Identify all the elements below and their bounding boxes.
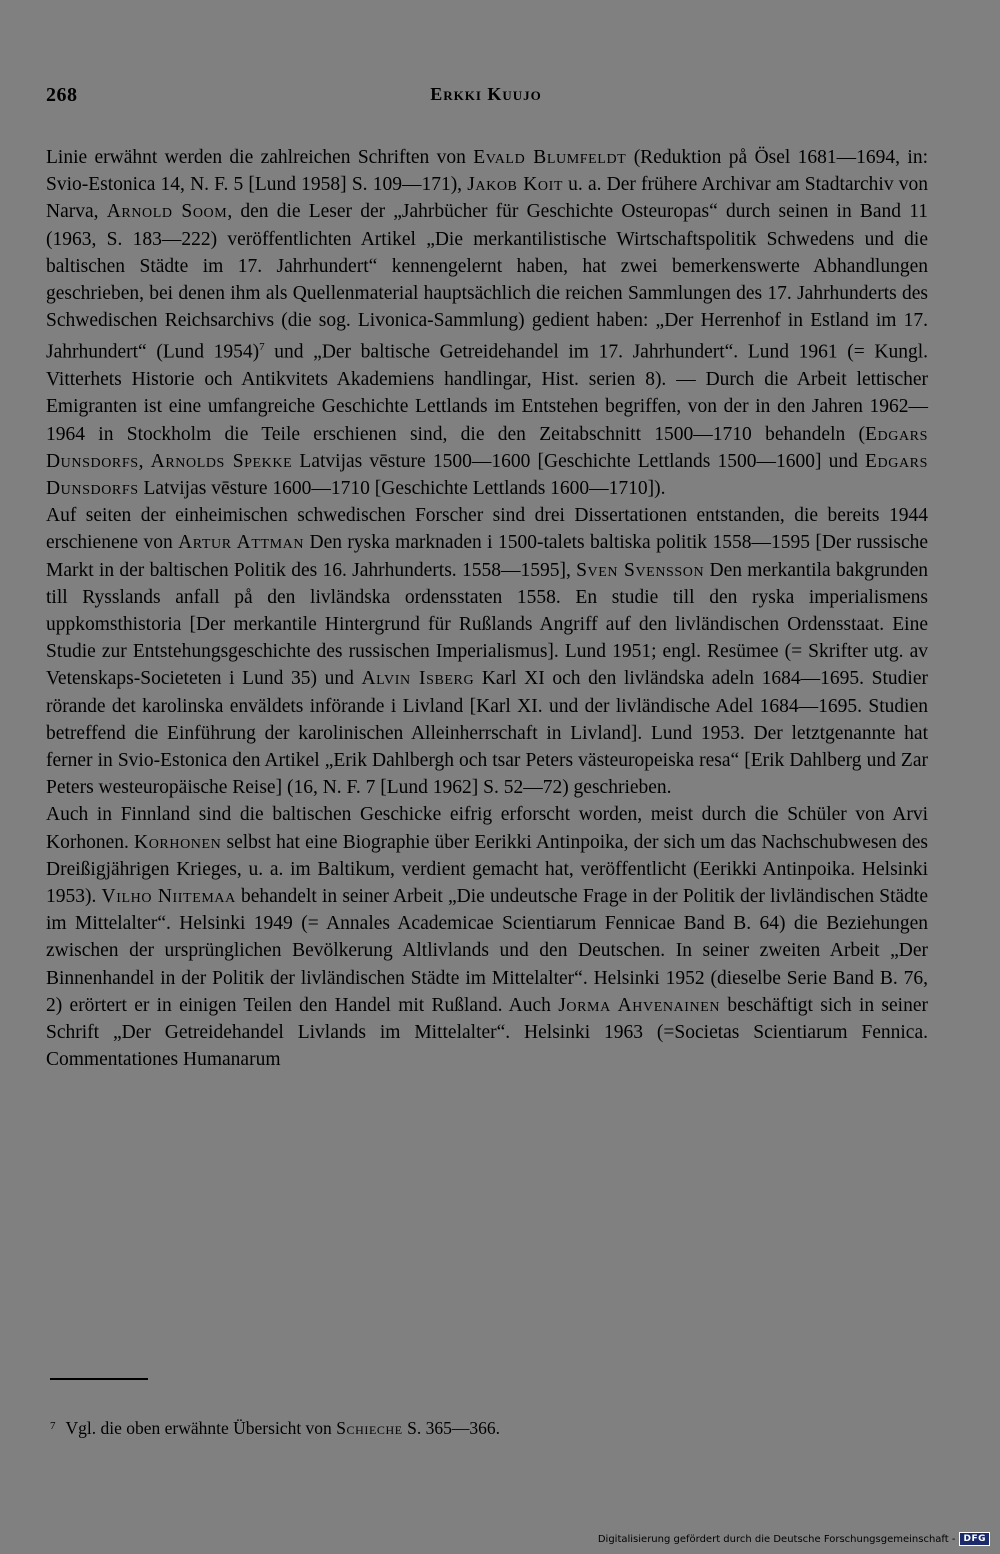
dfg-logo: DFG [959, 1532, 990, 1546]
text-run: Latvijas vēsture 1600—1710 [Geschichte Lettlands 1600—1710]). [138, 477, 666, 499]
text-run: Auf seiten der einheimischen schwedischen Forscher sind drei Dissertationen entstanden, die bereits 1944 erschienene von [46, 505, 928, 554]
author-name: Korhonen [134, 831, 222, 853]
author-name: Alvin Isberg [361, 668, 475, 690]
body-text [46, 144, 928, 1073]
author-name: Arnolds Spekke [150, 450, 293, 472]
paragraph [46, 144, 928, 502]
author-name: Jakob Koit [467, 174, 564, 196]
digitization-credit [598, 1532, 990, 1546]
footnote-divider [50, 1378, 148, 1380]
author-name: Edgars Dunsdorfs [46, 450, 928, 499]
author-name: Jorma Ahvenainen [558, 994, 721, 1016]
footnote-reference: 7 [259, 341, 265, 354]
running-head: Erkki Kuujo [430, 84, 542, 104]
footnote-text: Vgl. die oben erwähnte Übersicht von [65, 1418, 337, 1438]
text-run: , [138, 450, 151, 472]
text-run: Auch in Finnland sind die baltischen Geschicke eifrig erforscht worden, meist durch die Schüler von Arvi Korhonen. [46, 804, 928, 853]
text-run: u. a. Der frühere Archivar am Stadtarchiv von Narva, [46, 174, 928, 223]
text-run: (Reduktion på Ösel 1681—1694, in: Svio-Estonica 14, N. F. 5 [Lund 1958] S. 109—171), [46, 147, 928, 196]
footnote-marker: 7 [50, 1420, 56, 1432]
text-run: Linie erwähnt werden die zahlreichen Schriften von [46, 147, 474, 168]
text-run: Karl XI och den livländska adeln 1684—1695. Studier rörande det karolinska enväldets införande i Livland [Karl XI. und der livländische Adel 1684—1695. Studien betreffend die Einführung der karolinischen Alleinherrschaft in Livland]. Lund 1953. Der letztgenannte hat ferner in Svio-Estonica den Artikel „Erik Dahlbergh och tsar Peters västeuropeiska resa“ [Erik Dahlberg und Zar Peters westeuropäische Reise] (16, N. F. 7 [Lund 1962] S. 52—72) geschrieben. [46, 668, 928, 799]
author-name: Artur Attman [178, 532, 305, 554]
credit-text: Digitalisierung gefördert durch die Deutsche Forschungsgemeinschaft - [597, 1533, 956, 1545]
footnote-text-end: S. 365—366. [402, 1418, 500, 1438]
text-run: selbst hat eine Biographie über Eerikki Antinpoika, der sich um das Nachschubwesen des Dreißigjährigen Krieges, u. a. im Baltikum, verdient gemacht hat, veröffentlicht (Eerikki Antinpoika. Helsinki 1953). [46, 831, 929, 907]
author-name: Arnold Soom [106, 201, 228, 223]
page-header [46, 84, 926, 114]
text-run: und „Der baltische Getreidehandel im 17. Jahrhundert“. Lund 1961 (= Kungl. Vitterhets Historie och Antikvitets Akademiens handlingar, Hist. serien 8). — Durch die Arbeit lettischer Emigranten ist eine umfangreiche Geschichte Lettlands im Entstehen begriffen, von der in den Jahren 1962—1964 in Stockholm die Teile erschienen sind, die den Zeitabschnitt 1500—1710 behandeln ( [46, 341, 929, 445]
paragraph [46, 502, 928, 801]
footnote [50, 1414, 930, 1440]
author-name: Edgars Dunsdorfs [46, 423, 928, 472]
author-name: Evald Blumfeldt [473, 147, 627, 168]
page-number: 268 [46, 84, 78, 106]
text-run: Den merkantila bakgrunden till Rysslands anfall på den livländska ordensstaten 1558. En studie till den ryska imperialismens uppkomsthistoria [Der merkantile Hintergrund für Rußlands Angriff auf den livländischen Ordensstaat. Eine Studie zur Entstehungsgeschichte des russischen Imperialismus]. Lund 1951; engl. Resümee (= Skrifter utg. av Vetenskaps-Societeten i Lund 35) und [46, 559, 929, 690]
text-run: Den ryska marknaden i 1500-talets baltiska politik 1558—1595 [Der russische Markt in der baltischen Politik des 16. Jahrhunderts. 1558—1595], [46, 532, 929, 581]
footnote-author: Schieche [336, 1418, 403, 1438]
paragraph [46, 801, 928, 1073]
author-name: Sven Svensson [576, 559, 705, 581]
text-run: Latvijas vēsture 1500—1600 [Geschichte Lettlands 1500—1600] und [292, 450, 866, 472]
text-run: behandelt in seiner Arbeit „Die undeutsche Frage in der Politik der livländischen Städte im Mittelalter“. Helsinki 1949 (= Annales Academicae Scientiarum Fennicae Band B. 64) die Beziehungen zwischen der ursprünglichen Bevölkerung Altlivlands und den Deutschen. In seiner zweiten Arbeit „Der Binnenhandel in der Politik der livländischen Städte im Mittelalter“. Helsinki 1952 (dieselbe Serie Band B. 76, 2) erörtert er in einigen Teilen den Handel mit Rußland. Auch [46, 885, 928, 1016]
text-run: , den die Leser der „Jahrbücher für Geschichte Osteuropas“ durch seinen in Band 11 (1963, S. 183—222) veröffentlichten Artikel „Die merkantilistische Wirtschaftspolitik Schwedens und die baltischen Städte im 17. Jahrhundert“ kennengelernt haben, hat zwei bemerkenswerte Abhandlungen geschrieben, bei denen ihm als Quellenmaterial hauptsächlich die reichen Sammlungen des 17. Jahrhunderts des Schwedischen Reichsarchivs (die sog. Livonica-Sammlung) gedient haben: „Der Herrenhof in Estland im 17. Jahrhundert“ (Lund 1954) [46, 201, 929, 363]
text-run: beschäftigt sich in seiner Schrift „Der Getreidehandel Livlands im Mittelalter“. Helsinki 1963 (=Societas Scientiarum Fennica. Commentationes Humanarum [46, 994, 928, 1071]
author-name: Vilho Niitemaa [101, 885, 236, 907]
